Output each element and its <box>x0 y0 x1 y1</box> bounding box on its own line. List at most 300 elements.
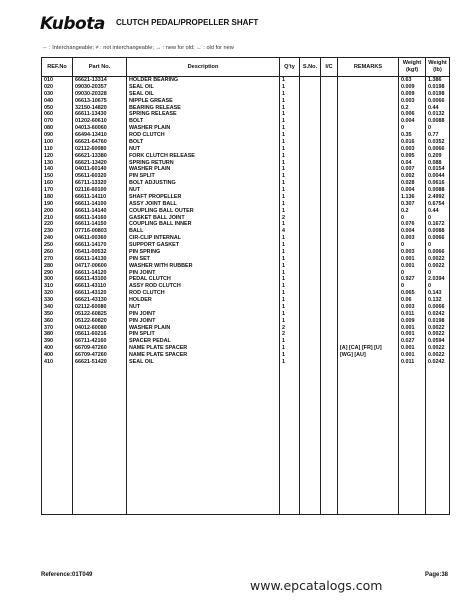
cell-ic <box>321 139 338 146</box>
cell-ic <box>321 201 338 208</box>
cell-ref-no: 150 <box>42 173 73 180</box>
cell-description: BEARING RELEASE <box>127 105 280 112</box>
cell-description: ASSY ROD CLUTCH <box>127 283 280 290</box>
cell-weight-lb: 0.088 <box>426 160 450 167</box>
cell-weight-kgf: 1.136 <box>399 194 426 201</box>
cell-serial-no <box>300 235 321 242</box>
cell-ref-no: 160 <box>42 180 73 187</box>
cell-qty: 1 <box>280 221 300 228</box>
table-body <box>42 77 450 515</box>
cell-ref-no: 060 <box>42 111 73 118</box>
cell-serial-no <box>300 318 321 325</box>
cell-remarks <box>338 249 399 256</box>
cell-qty: 1 <box>280 304 300 311</box>
cell-serial-no <box>300 242 321 249</box>
column-header-ic: I/C <box>321 58 338 77</box>
cell-weight-lb: 0.0242 <box>426 311 450 318</box>
cell-ic <box>321 194 338 201</box>
cell-description: PIN SPRING <box>127 249 280 256</box>
cell-weight-kgf: 0.001 <box>399 345 426 352</box>
cell-remarks <box>338 325 399 332</box>
cell-weight-kgf: 0.065 <box>399 290 426 297</box>
cell-serial-no <box>300 201 321 208</box>
cell-ref-no: 400 <box>42 352 73 359</box>
table-row <box>42 111 450 118</box>
cell-description: BALL <box>127 228 280 235</box>
empty-cell <box>399 366 426 515</box>
column-header-remarks: REMARKS <box>338 58 399 77</box>
cell-serial-no <box>300 160 321 167</box>
cell-part-no: 06613-10675 <box>73 98 127 105</box>
cell-weight-lb: 0.132 <box>426 297 450 304</box>
cell-ic <box>321 187 338 194</box>
cell-ic <box>321 221 338 228</box>
table-row <box>42 77 450 84</box>
cell-remarks <box>338 290 399 297</box>
cell-description: WASHER PLAIN <box>127 325 280 332</box>
cell-ref-no: 170 <box>42 187 73 194</box>
cell-serial-no <box>300 311 321 318</box>
cell-ic <box>321 270 338 277</box>
cell-serial-no <box>300 98 321 105</box>
cell-ic <box>321 304 338 311</box>
cell-ref-no: 080 <box>42 125 73 132</box>
cell-description: SEAL OIL <box>127 84 280 91</box>
table-row <box>42 242 450 249</box>
cell-remarks <box>338 146 399 153</box>
cell-ref-no: 340 <box>42 304 73 311</box>
table-row <box>42 105 450 112</box>
cell-qty: 2 <box>280 215 300 222</box>
cell-part-no: 07716-00803 <box>73 228 127 235</box>
cell-ic <box>321 235 338 242</box>
table-row <box>42 325 450 332</box>
cell-ic <box>321 160 338 167</box>
cell-weight-kgf: 0 <box>399 242 426 249</box>
cell-description: BOLT <box>127 139 280 146</box>
cell-weight-kgf: 0.095 <box>399 153 426 160</box>
cell-part-no: 02112-60080 <box>73 304 127 311</box>
cell-remarks <box>338 276 399 283</box>
cell-ref-no: 270 <box>42 256 73 263</box>
table-row <box>42 256 450 263</box>
cell-weight-lb: 0.0066 <box>426 249 450 256</box>
cell-qty: 1 <box>280 290 300 297</box>
table-row <box>42 166 450 173</box>
cell-weight-lb: 2.4992 <box>426 194 450 201</box>
cell-weight-lb: 0.0044 <box>426 173 450 180</box>
cell-ref-no: 030 <box>42 91 73 98</box>
cell-weight-lb: 0.0022 <box>426 331 450 338</box>
cell-qty: 1 <box>280 98 300 105</box>
cell-qty: 1 <box>280 187 300 194</box>
table-row <box>42 270 450 277</box>
cell-qty: 1 <box>280 91 300 98</box>
page-number: Page:38 <box>425 572 449 578</box>
cell-weight-lb: 0 <box>426 270 450 277</box>
cell-ic <box>321 166 338 173</box>
cell-ref-no: 010 <box>42 77 73 84</box>
cell-qty: 1 <box>280 118 300 125</box>
cell-description: NAME PLATE SPACER <box>127 352 280 359</box>
cell-weight-lb: 0.6754 <box>426 201 450 208</box>
empty-cell <box>426 366 450 515</box>
cell-ref-no: 220 <box>42 221 73 228</box>
cell-serial-no <box>300 352 321 359</box>
cell-part-no: 66709-47260 <box>73 352 127 359</box>
cell-serial-no <box>300 91 321 98</box>
table-row <box>42 125 450 132</box>
table-row <box>42 345 450 352</box>
cell-ref-no: 200 <box>42 208 73 215</box>
cell-weight-kgf: 0.003 <box>399 249 426 256</box>
cell-ref-no: 090 <box>42 132 73 139</box>
cell-weight-lb: 0.0088 <box>426 118 450 125</box>
page-title: CLUTCH PEDAL/PROPELLER SHAFT <box>116 18 259 27</box>
cell-part-no: 66611-43100 <box>73 276 127 283</box>
cell-remarks <box>338 311 399 318</box>
cell-ic <box>321 208 338 215</box>
empty-cell <box>42 366 73 515</box>
cell-part-no: 66611-43110 <box>73 283 127 290</box>
cell-ic <box>321 91 338 98</box>
cell-weight-lb: 0.0088 <box>426 187 450 194</box>
cell-remarks <box>338 331 399 338</box>
cell-description: PIN SPLIT <box>127 173 280 180</box>
cell-qty: 1 <box>280 153 300 160</box>
cell-ic <box>321 331 338 338</box>
table-row <box>42 84 450 91</box>
cell-remarks <box>338 187 399 194</box>
cell-part-no: 01202-60610 <box>73 118 127 125</box>
cell-weight-lb: 0 <box>426 125 450 132</box>
cell-qty: 1 <box>280 283 300 290</box>
cell-weight-kgf: 0.007 <box>399 166 426 173</box>
cell-ref-no: 230 <box>42 228 73 235</box>
cell-ref-no: 020 <box>42 84 73 91</box>
cell-part-no: 66709-47260 <box>73 345 127 352</box>
cell-serial-no <box>300 139 321 146</box>
cell-qty: 1 <box>280 256 300 263</box>
cell-weight-lb: 0.44 <box>426 208 450 215</box>
cell-ref-no: 380 <box>42 331 73 338</box>
cell-description: SPRING RELEASE <box>127 111 280 118</box>
empty-cell <box>321 366 338 515</box>
cell-description: SEAL OIL <box>127 91 280 98</box>
cell-weight-lb: 0.0022 <box>426 352 450 359</box>
cell-qty: 1 <box>280 276 300 283</box>
cell-remarks <box>338 111 399 118</box>
cell-weight-kgf: 0.028 <box>399 180 426 187</box>
cell-remarks <box>338 228 399 235</box>
cell-description: HOLDER <box>127 297 280 304</box>
cell-ic <box>321 256 338 263</box>
cell-description: SEAL OIL <box>127 359 280 366</box>
cell-weight-kgf: 0.076 <box>399 221 426 228</box>
cell-part-no: 66611-13430 <box>73 111 127 118</box>
empty-cell <box>338 366 399 515</box>
cell-serial-no <box>300 166 321 173</box>
cell-description: COUPLING BALL OUTER <box>127 208 280 215</box>
cell-part-no: 04611-00360 <box>73 235 127 242</box>
cell-weight-lb: 0 <box>426 242 450 249</box>
cell-ic <box>321 125 338 132</box>
cell-remarks <box>338 283 399 290</box>
cell-weight-kgf: 0.003 <box>399 235 426 242</box>
cell-remarks <box>338 359 399 366</box>
cell-ref-no: 320 <box>42 290 73 297</box>
cell-ic <box>321 249 338 256</box>
cell-weight-kgf: 0 <box>399 215 426 222</box>
cell-qty: 1 <box>280 352 300 359</box>
cell-qty: 1 <box>280 132 300 139</box>
cell-description: PIN JOINT <box>127 311 280 318</box>
cell-qty: 1 <box>280 105 300 112</box>
column-header-weight-lb: Weight (lb) <box>426 58 450 77</box>
cell-ref-no: 350 <box>42 311 73 318</box>
cell-ic <box>321 325 338 332</box>
table-row <box>42 98 450 105</box>
table-row <box>42 228 450 235</box>
cell-weight-kgf: 0.003 <box>399 146 426 153</box>
cell-description: PIN SET <box>127 256 280 263</box>
cell-weight-kgf: 0.63 <box>399 77 426 84</box>
cell-weight-kgf: 0.003 <box>399 98 426 105</box>
cell-serial-no <box>300 276 321 283</box>
cell-remarks <box>338 173 399 180</box>
cell-weight-lb: 0 <box>426 215 450 222</box>
cell-qty: 1 <box>280 111 300 118</box>
cell-remarks <box>338 91 399 98</box>
cell-weight-kgf: 0.001 <box>399 263 426 270</box>
cell-part-no: 66611-14130 <box>73 256 127 263</box>
table-row <box>42 153 450 160</box>
cell-weight-kgf: 0.002 <box>399 173 426 180</box>
cell-weight-lb: 0 <box>426 283 450 290</box>
cell-remarks <box>338 208 399 215</box>
cell-description: WASHER PLAIN <box>127 166 280 173</box>
cell-part-no: 66611-14160 <box>73 215 127 222</box>
cell-part-no: 04717-00600 <box>73 263 127 270</box>
cell-remarks <box>338 180 399 187</box>
table-row <box>42 338 450 345</box>
cell-ic <box>321 352 338 359</box>
table-header-row <box>42 58 450 77</box>
cell-ic <box>321 290 338 297</box>
cell-ic <box>321 146 338 153</box>
cell-qty: 1 <box>280 194 300 201</box>
cell-serial-no <box>300 331 321 338</box>
cell-ref-no: 130 <box>42 160 73 167</box>
cell-serial-no <box>300 325 321 332</box>
cell-ref-no: 400 <box>42 345 73 352</box>
cell-ref-no: 050 <box>42 105 73 112</box>
cell-description: FORK CLUTCH RELEASE <box>127 153 280 160</box>
cell-qty: 1 <box>280 146 300 153</box>
cell-weight-lb: 0.0198 <box>426 318 450 325</box>
cell-remarks <box>338 242 399 249</box>
empty-cell <box>300 366 321 515</box>
cell-qty: 2 <box>280 325 300 332</box>
cell-ref-no: 040 <box>42 98 73 105</box>
cell-description: ASSY JOINT BALL <box>127 201 280 208</box>
cell-weight-kgf: 0.004 <box>399 187 426 194</box>
cell-qty: 1 <box>280 318 300 325</box>
cell-remarks <box>338 201 399 208</box>
table-row <box>42 187 450 194</box>
cell-serial-no <box>300 111 321 118</box>
parts-table <box>41 57 450 515</box>
cell-serial-no <box>300 345 321 352</box>
cell-weight-lb: 0.1672 <box>426 221 450 228</box>
cell-weight-kgf: 0.2 <box>399 105 426 112</box>
cell-remarks: [WG] [AU] <box>338 352 399 359</box>
cell-remarks <box>338 215 399 222</box>
cell-remarks <box>338 166 399 173</box>
cell-ref-no: 250 <box>42 242 73 249</box>
cell-ref-no: 110 <box>42 146 73 153</box>
cell-qty: 1 <box>280 249 300 256</box>
cell-remarks <box>338 338 399 345</box>
cell-ic <box>321 132 338 139</box>
cell-ic <box>321 84 338 91</box>
cell-qty: 1 <box>280 77 300 84</box>
cell-remarks <box>338 194 399 201</box>
cell-weight-lb: 0.0242 <box>426 359 450 366</box>
cell-part-no: 66611-14100 <box>73 201 127 208</box>
cell-ic <box>321 180 338 187</box>
cell-weight-lb: 0.0066 <box>426 146 450 153</box>
cell-ref-no: 330 <box>42 297 73 304</box>
cell-serial-no <box>300 228 321 235</box>
cell-part-no: 66711-42160 <box>73 338 127 345</box>
watermark-url: www.epcatalogs.com <box>250 578 383 593</box>
cell-qty: 1 <box>280 201 300 208</box>
cell-weight-kgf: 0.003 <box>399 304 426 311</box>
cell-qty: 1 <box>280 345 300 352</box>
cell-ic <box>321 263 338 270</box>
cell-weight-kgf: 0.04 <box>399 160 426 167</box>
cell-ic <box>321 153 338 160</box>
table-row <box>42 352 450 359</box>
cell-ic <box>321 345 338 352</box>
cell-part-no: 66611-14120 <box>73 270 127 277</box>
cell-description: NUT <box>127 146 280 153</box>
cell-serial-no <box>300 249 321 256</box>
cell-part-no: 04011-60140 <box>73 166 127 173</box>
cell-weight-kgf: 0.2 <box>399 208 426 215</box>
cell-part-no: 66621-13314 <box>73 77 127 84</box>
cell-serial-no <box>300 84 321 91</box>
cell-description: NUT <box>127 187 280 194</box>
cell-description: PIN JOINT <box>127 318 280 325</box>
cell-ic <box>321 338 338 345</box>
empty-cell <box>280 366 300 515</box>
column-header-weight-kgf: Weight (kgf) <box>399 58 426 77</box>
cell-ref-no: 310 <box>42 283 73 290</box>
cell-description: PIN SPLIT <box>127 331 280 338</box>
column-header-serial-no: S.No. <box>300 58 321 77</box>
cell-weight-lb: 0.0198 <box>426 84 450 91</box>
cell-qty: 1 <box>280 208 300 215</box>
cell-weight-kgf: 0.011 <box>399 311 426 318</box>
cell-description: NUT <box>127 304 280 311</box>
cell-weight-kgf: 0.004 <box>399 228 426 235</box>
cell-ic <box>321 105 338 112</box>
cell-weight-kgf: 0.001 <box>399 352 426 359</box>
cell-weight-lb: 2.0394 <box>426 276 450 283</box>
cell-weight-kgf: 0.027 <box>399 338 426 345</box>
cell-serial-no <box>300 180 321 187</box>
cell-part-no: 66611-14140 <box>73 208 127 215</box>
table-row <box>42 221 450 228</box>
cell-weight-lb: 0.0022 <box>426 263 450 270</box>
cell-remarks <box>338 77 399 84</box>
cell-description: GASKET BALL JOINT <box>127 215 280 222</box>
cell-remarks <box>338 132 399 139</box>
cell-ref-no: 210 <box>42 215 73 222</box>
cell-description: WASHER PLAIN <box>127 125 280 132</box>
cell-ic <box>321 297 338 304</box>
cell-part-no: 04013-60060 <box>73 125 127 132</box>
cell-serial-no <box>300 118 321 125</box>
cell-weight-kgf: 0.001 <box>399 256 426 263</box>
cell-weight-lb: 0.0066 <box>426 98 450 105</box>
cell-part-no: 66611-14110 <box>73 194 127 201</box>
cell-part-no: 09030-20357 <box>73 84 127 91</box>
cell-weight-lb: 0.209 <box>426 153 450 160</box>
cell-qty: 1 <box>280 160 300 167</box>
cell-weight-kgf: 0 <box>399 283 426 290</box>
cell-qty: 1 <box>280 166 300 173</box>
cell-weight-kgf: 0.06 <box>399 297 426 304</box>
cell-part-no: 66611-14150 <box>73 221 127 228</box>
cell-part-no: 05411-00532 <box>73 249 127 256</box>
table-row <box>42 208 450 215</box>
cell-ic <box>321 228 338 235</box>
cell-qty: 4 <box>280 228 300 235</box>
cell-qty: 1 <box>280 173 300 180</box>
cell-ic <box>321 318 338 325</box>
cell-remarks <box>338 318 399 325</box>
cell-qty: 1 <box>280 359 300 366</box>
column-header-ref-no: REF.No <box>42 58 73 77</box>
table-row <box>42 311 450 318</box>
column-header-qty: Q'ty <box>280 58 300 77</box>
cell-weight-lb: 0.0594 <box>426 338 450 345</box>
cell-serial-no <box>300 146 321 153</box>
cell-weight-lb: 0.143 <box>426 290 450 297</box>
cell-qty: 1 <box>280 263 300 270</box>
cell-qty: 1 <box>280 235 300 242</box>
cell-serial-no <box>300 187 321 194</box>
cell-weight-kgf: 0.001 <box>399 331 426 338</box>
cell-weight-lb: 0.44 <box>426 105 450 112</box>
cell-part-no: 66621-13420 <box>73 160 127 167</box>
cell-part-no: 09030-20328 <box>73 91 127 98</box>
cell-weight-lb: 0.0352 <box>426 139 450 146</box>
cell-remarks <box>338 139 399 146</box>
cell-part-no: 02112-60080 <box>73 146 127 153</box>
cell-ic <box>321 118 338 125</box>
cell-remarks: [A] [CA] [FR] [U] <box>338 345 399 352</box>
cell-weight-kgf: 0.35 <box>399 132 426 139</box>
cell-ic <box>321 242 338 249</box>
cell-qty: 1 <box>280 242 300 249</box>
cell-weight-kgf: 0.001 <box>399 325 426 332</box>
cell-serial-no <box>300 194 321 201</box>
cell-remarks <box>338 304 399 311</box>
